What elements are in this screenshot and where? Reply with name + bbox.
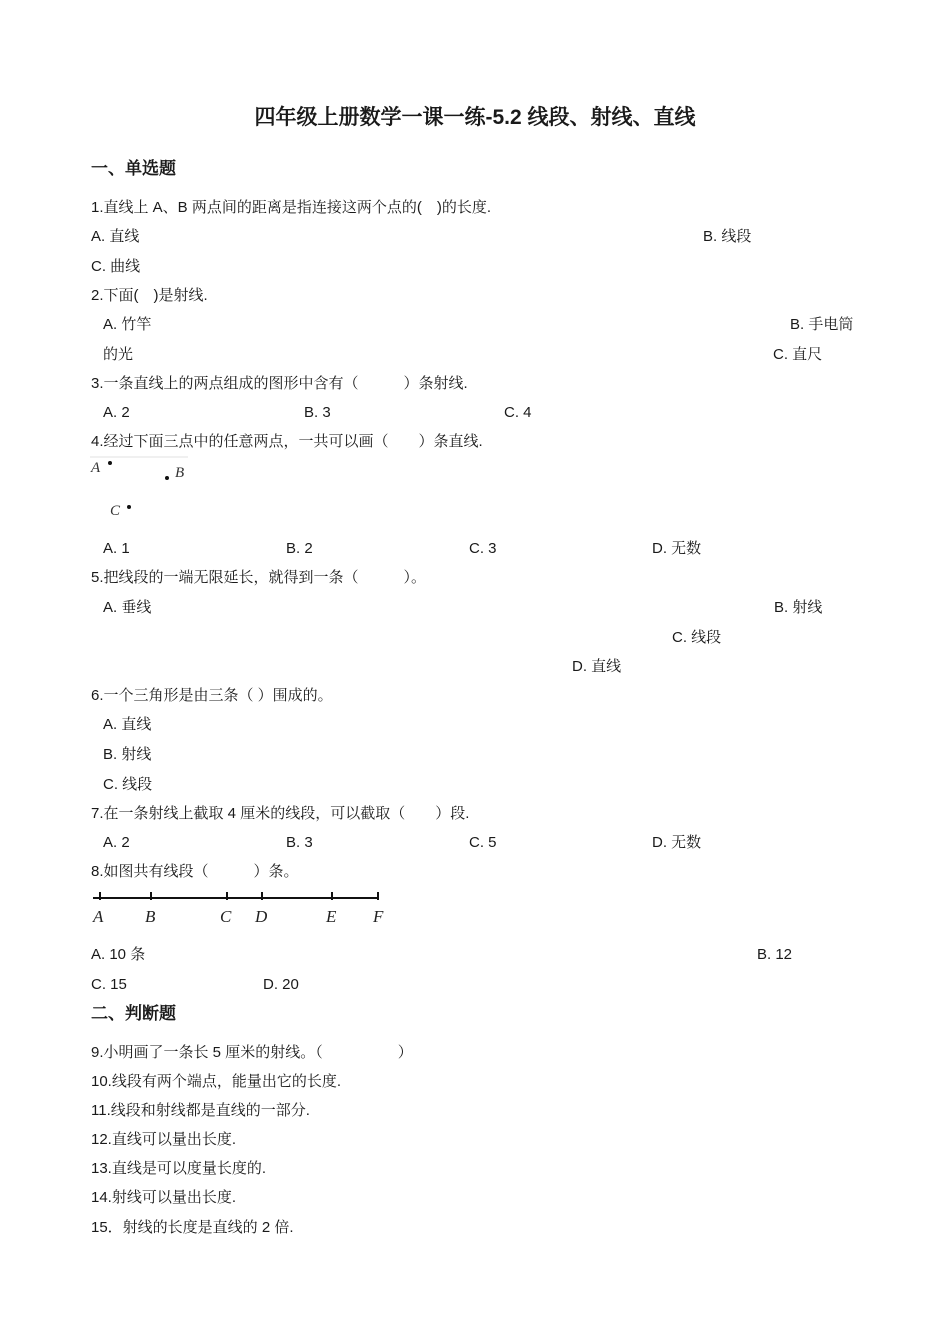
q4-option-c[interactable]: C. 3: [469, 540, 497, 557]
q3-option-b[interactable]: B. 3: [304, 404, 331, 421]
question-2: 2.下面( )是射线.: [91, 287, 208, 304]
q5-option-b[interactable]: B. 射线: [774, 599, 823, 616]
question-3: 3.一条直线上的两点组成的图形中含有（ ）条射线.: [91, 375, 468, 392]
q8-option-b[interactable]: B. 12: [757, 946, 793, 963]
q4-option-a[interactable]: A. 1: [103, 540, 130, 557]
segment-label-a: A: [93, 907, 104, 926]
point-a: [108, 461, 112, 465]
point-label-a: A: [91, 460, 101, 476]
point-label-c: C: [110, 503, 121, 519]
q2-option-b[interactable]: B. 手电筒: [790, 316, 854, 333]
point-c: [127, 505, 131, 509]
q1-option-a[interactable]: A. 直线: [91, 228, 140, 245]
q7-option-b[interactable]: B. 3: [286, 834, 313, 851]
q8-option-d[interactable]: D. 20: [263, 976, 299, 993]
question-8: 8.如图共有线段（ ）条。: [91, 863, 299, 880]
judgement-item: 15．射线的长度是直线的 2 倍.: [91, 1219, 294, 1236]
q6-option-b[interactable]: B. 射线: [103, 746, 152, 763]
q2-option-c[interactable]: C. 直尺: [773, 346, 823, 363]
q8-option-a[interactable]: A. 10 条: [91, 946, 146, 963]
q1-option-b[interactable]: B. 线段: [703, 228, 752, 245]
judgement-item: 9.小明画了一条长 5 厘米的射线。（ ）: [91, 1044, 413, 1061]
q3-option-a[interactable]: A. 2: [103, 404, 130, 421]
question-4: 4.经过下面三点中的任意两点，一共可以画（ ）条直线.: [91, 433, 483, 450]
q5-option-d[interactable]: D. 直线: [572, 658, 622, 675]
question-1: 1.直线上 A、B 两点间的距离是指连接这两个点的( )的长度.: [91, 199, 492, 216]
segment-label-f: F: [373, 907, 384, 926]
q5-option-c[interactable]: C. 线段: [672, 629, 722, 646]
page-title: 四年级上册数学一课一练-5.2 线段、射线、直线: [254, 106, 696, 129]
q2-option-b-continued: 的光: [103, 346, 134, 363]
q7-option-d[interactable]: D. 无数: [652, 834, 702, 851]
q8-option-c[interactable]: C. 15: [91, 976, 127, 993]
judgement-item: 13.直线是可以度量长度的.: [91, 1160, 267, 1177]
three-points-figure: [88, 454, 198, 526]
judgement-item: 11.线段和射线都是直线的一部分.: [91, 1102, 310, 1119]
section-heading-judgement: 二、判断题: [91, 1004, 176, 1023]
q3-option-c[interactable]: C. 4: [504, 404, 532, 421]
section-heading-single-choice: 一、单选题: [91, 159, 176, 178]
q4-option-d[interactable]: D. 无数: [652, 540, 702, 557]
point-label-b: B: [175, 465, 185, 481]
point-b: [165, 476, 169, 480]
segment-label-b: B: [145, 907, 156, 926]
q5-option-a[interactable]: A. 垂线: [103, 599, 152, 616]
q7-option-a[interactable]: A. 2: [103, 834, 130, 851]
judgement-item: 12.直线可以量出长度.: [91, 1131, 237, 1148]
q7-option-c[interactable]: C. 5: [469, 834, 497, 851]
q6-option-a[interactable]: A. 直线: [103, 716, 152, 733]
segment-label-c: C: [220, 907, 232, 926]
line-segment-figure: [88, 888, 388, 928]
segment-label-d: D: [255, 907, 268, 926]
q6-option-c[interactable]: C. 线段: [103, 776, 153, 793]
judgement-item: 10.线段有两个端点，能量出它的长度.: [91, 1073, 342, 1090]
judgement-item: 14.射线可以量出长度.: [91, 1189, 237, 1206]
q2-option-a[interactable]: A. 竹竿: [103, 316, 152, 333]
q1-option-c[interactable]: C. 曲线: [91, 258, 141, 275]
segment-label-e: E: [326, 907, 337, 926]
question-6: 6.一个三角形是由三条（ ）围成的。: [91, 687, 333, 704]
q4-option-b[interactable]: B. 2: [286, 540, 313, 557]
question-5: 5.把线段的一端无限延长，就得到一条（ ）。: [91, 569, 427, 586]
question-7: 7.在一条射线上截取 4 厘米的线段，可以截取（ ）段.: [91, 805, 470, 822]
